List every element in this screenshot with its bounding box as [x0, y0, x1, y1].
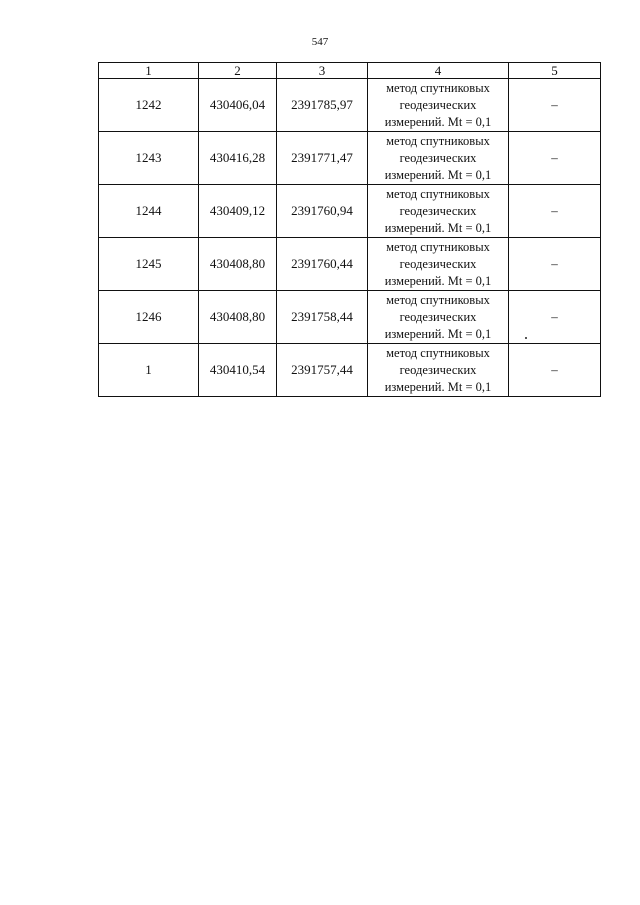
table-row: [99, 185, 601, 238]
page-number: 547: [311, 36, 329, 48]
table-row: [99, 79, 601, 132]
column-header-3: 3: [277, 63, 368, 79]
note-cell: –: [509, 291, 601, 344]
x-coordinate-cell: 430408,80: [199, 238, 277, 291]
method-cell: [368, 238, 509, 291]
x-coordinate-cell: 430410,54: [199, 344, 277, 397]
method-line: метод спутниковых: [386, 186, 490, 201]
method-line: метод спутниковых: [386, 345, 490, 360]
column-header-1: 1: [99, 63, 199, 79]
method-line: измерений. Mt = 0,1: [384, 273, 492, 288]
y-coordinate-cell: 2391757,44: [277, 344, 368, 397]
y-coordinate-cell: 2391760,94: [277, 185, 368, 238]
note-cell: –: [509, 238, 601, 291]
x-coordinate-cell: 430409,12: [199, 185, 277, 238]
method-line: метод спутниковых: [386, 239, 490, 254]
method-line: измерений. Mt = 0,1: [384, 114, 492, 129]
note-cell: –: [509, 79, 601, 132]
x-coordinate-cell: 430408,80: [199, 291, 277, 344]
x-coordinate-cell: 430406,04: [199, 79, 277, 132]
method-line: измерений. Mt = 0,1: [384, 220, 492, 235]
point-number-cell: 1: [99, 344, 199, 397]
point-number-cell: 1244: [99, 185, 199, 238]
column-header-5: 5: [509, 63, 601, 79]
scan-speck: [525, 337, 527, 339]
point-number-cell: 1242: [99, 79, 199, 132]
method-line: измерений. Mt = 0,1: [384, 379, 492, 394]
method-line: геодезических: [399, 309, 477, 324]
y-coordinate-cell: 2391758,44: [277, 291, 368, 344]
note-cell: –: [509, 185, 601, 238]
point-number-cell: 1243: [99, 132, 199, 185]
point-number-cell: 1245: [99, 238, 199, 291]
coordinates-table: [98, 62, 601, 397]
table-header-row: [99, 63, 601, 79]
method-cell: [368, 79, 509, 132]
table-row: [99, 132, 601, 185]
method-line: геодезических: [399, 362, 477, 377]
y-coordinate-cell: 2391760,44: [277, 238, 368, 291]
y-coordinate-cell: 2391785,97: [277, 79, 368, 132]
note-cell: –: [509, 132, 601, 185]
method-line: геодезических: [399, 256, 477, 271]
table-row: [99, 344, 601, 397]
method-line: геодезических: [399, 203, 477, 218]
note-cell: –: [509, 344, 601, 397]
table-row: [99, 238, 601, 291]
table-row: [99, 291, 601, 344]
y-coordinate-cell: 2391771,47: [277, 132, 368, 185]
method-line: метод спутниковых: [386, 80, 490, 95]
method-line: геодезических: [399, 97, 477, 112]
x-coordinate-cell: 430416,28: [199, 132, 277, 185]
method-line: измерений. Mt = 0,1: [384, 167, 492, 182]
method-cell: [368, 185, 509, 238]
method-line: геодезических: [399, 150, 477, 165]
point-number-cell: 1246: [99, 291, 199, 344]
method-line: метод спутниковых: [386, 292, 490, 307]
method-line: измерений. Mt = 0,1: [384, 326, 492, 341]
method-cell: [368, 132, 509, 185]
method-cell: [368, 291, 509, 344]
method-cell: [368, 344, 509, 397]
method-line: метод спутниковых: [386, 133, 490, 148]
column-header-4: 4: [368, 63, 509, 79]
column-header-2: 2: [199, 63, 277, 79]
